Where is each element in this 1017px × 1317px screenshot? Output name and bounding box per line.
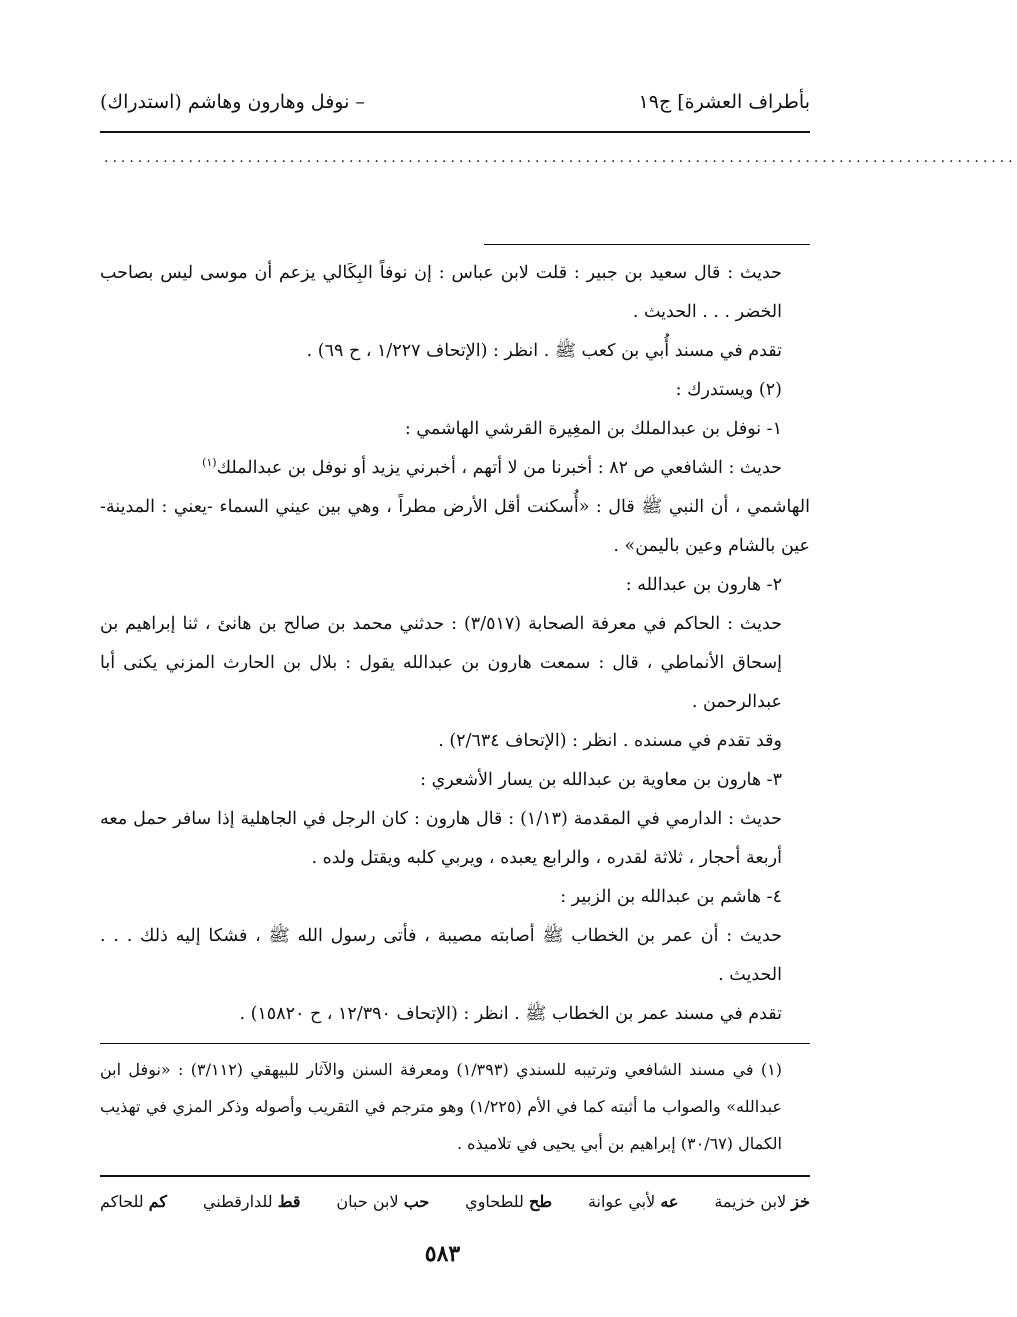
- text-line: تقدم في مسند أُبي بن كعب ﷺ . انظر : (الإتحاف ١/٢٢٧ ، ح ٦٩) .: [306, 341, 782, 361]
- text-line: حديث : قال سعيد بن جبير : قلت لابن عباس : إن نوفاً البِكَالي يزعم أن موسى ليس بصاحب الخضر . . . الحديث .: [100, 263, 782, 322]
- abbreviation-item: كم للحاكم: [100, 1192, 168, 1211]
- text-line: ٢- هارون بن عبدالله :: [625, 575, 782, 595]
- footnote-rule: [100, 1043, 810, 1044]
- page-number: ٥٨٣: [424, 1241, 461, 1267]
- text-line: الهاشمي ، أن النبي ﷺ قال : «أُسكنت أقل الأرض مطراً ، وهي بين عيني السماء -يعني : المدينة- عين بالشام وعين باليمن» .: [100, 497, 810, 556]
- text-line: وقد تقدم في مسنده . انظر : (الإتحاف ٢/٦٣٤) .: [438, 731, 782, 751]
- text-line: حديث : أن عمر بن الخطاب ﷺ أصابته مصيبة ، فأتى رسول الله ﷺ ، فشكا إليه ذلك . . . الحديث .: [100, 926, 782, 985]
- footnote-marker: (١): [202, 456, 217, 470]
- abbreviation-item: حب لابن حبان: [336, 1192, 430, 1211]
- footer-rule: [100, 1175, 810, 1177]
- text-line: [100, 449, 810, 488]
- header-right-title: بأطراف العشرة] ج١٩: [638, 91, 810, 113]
- footnote-text: (١) في مسند الشافعي وترتيبه للسندي (١/٣٩٣) ومعرفة السنن والآثار للبيهقي (٣/١١٢) : «نوفل ابن عبدالله» والصواب ما أثبته كما في الأم (١/٢٢٥) وهو مترجم في التقريب وأصوله وذكر المزي في تهذيب الكمال (٣٠/٦٧) إبراهيم بن أبي يحيى في تلاميذه .: [100, 1060, 783, 1153]
- text-line: حديث : الحاكم في معرفة الصحابة (٣/٥١٧) : حدثني محمد بن صالح بن هانئ ، ثنا إبراهيم بن إسحاق الأنماطي ، قال : سمعت هارون بن عبدالله يقول : بلال بن الحارث المزني يكنى أبا عبدالرحمن .: [100, 614, 782, 712]
- footnote: [100, 1051, 810, 1162]
- abbreviation-item: طح للطحاوي: [465, 1192, 553, 1211]
- header-left-title: – نوفل وهارون وهاشم (استدراك): [100, 91, 365, 113]
- text-line: ١- نوفل بن عبدالملك بن المغِيرة القرشي الهاشمي :: [404, 419, 782, 439]
- omission-dots: ............................................................................................................: [104, 150, 1017, 166]
- main-text: [100, 254, 810, 1034]
- abbreviation-item: خز لابن خزيمة: [714, 1192, 810, 1211]
- text-line: تقدم في مسند عمر بن الخطاب ﷺ . انظر : (الإتحاف ١٢/٣٩٠ ، ح ١٥٨٢٠) .: [239, 1004, 782, 1024]
- abbreviation-key: [100, 1187, 810, 1217]
- text-line-content: حديث : الشافعي ص ٨٢ : أخبرنا من لا أتهم ، أخبرني يزيد أو نوفل بن عبدالملك: [216, 458, 782, 478]
- abbreviation-item: عه لأبي عوانة: [587, 1192, 679, 1211]
- text-line: ٤- هاشم بن عبدالله بن الزبير :: [560, 887, 782, 907]
- running-header: [100, 82, 810, 122]
- text-line: حديث : الدارمي في المقدمة (١/١٣) : قال هارون : كان الرجل في الجاهلية إذا سافر حمل معه أربعة أحجار ، ثلاثة لقدره ، والرابع يعبده ، ويربي كلبه ويقتل ولده .: [100, 809, 783, 868]
- text-line: ٣- هارون بن معاوية بن عبدالله بن يسار الأشعري :: [420, 770, 782, 790]
- section-separator: [484, 244, 810, 245]
- abbreviation-item: قط للدارقطني: [202, 1192, 301, 1211]
- header-rule: [100, 131, 810, 133]
- text-line: (٢) ويستدرك :: [675, 380, 782, 400]
